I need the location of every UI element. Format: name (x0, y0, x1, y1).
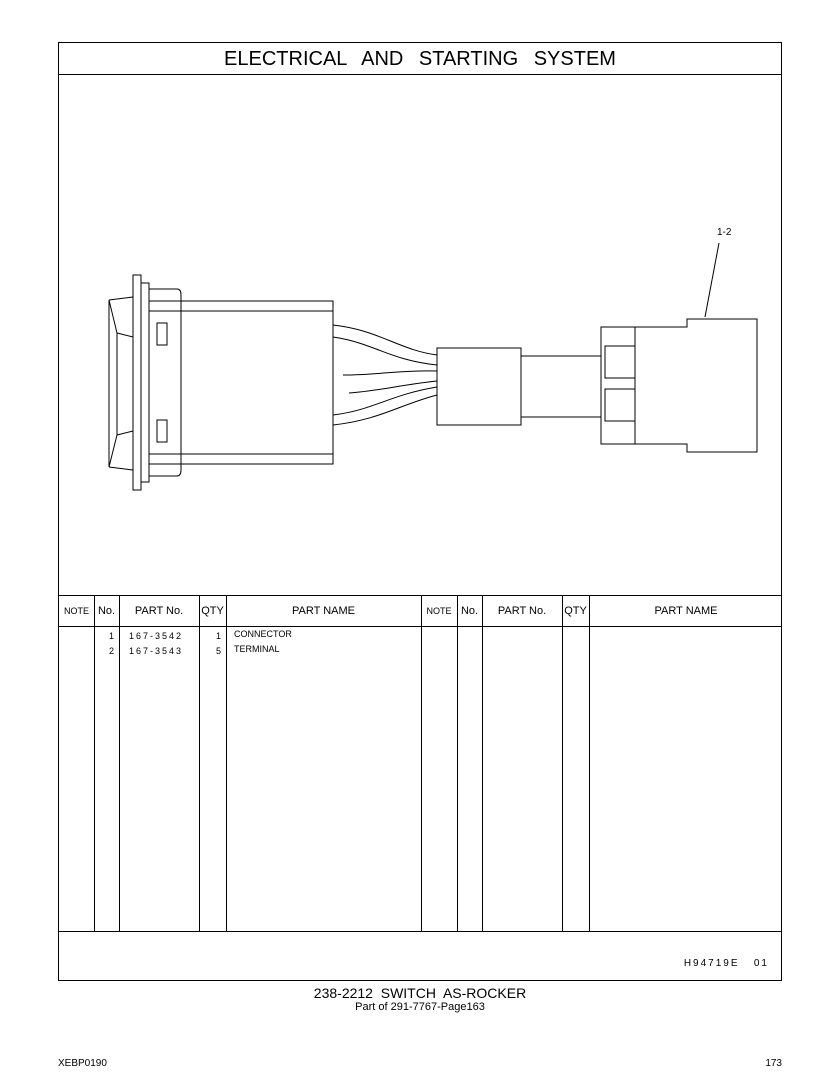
col-header-note-right: NOTE (426, 606, 452, 616)
callout-label: 1-2 (717, 227, 732, 238)
row-2-part-no: 167-3543 (129, 646, 184, 656)
assembly-subtitle: Part of 291-7767-Page163 (355, 1001, 485, 1013)
col-header-part-name: PART NAME (292, 605, 355, 617)
row-1-part-name: CONNECTOR (234, 629, 292, 639)
parts-illustration (59, 75, 781, 595)
row-1-qty: 1 (215, 631, 221, 641)
illustration-id: H94719E 01 (683, 958, 769, 969)
col-header-note: NOTE (63, 606, 89, 616)
row-2-part-name: TERMINAL (234, 644, 280, 654)
wire-sleeve (437, 348, 521, 425)
row-1-no: 1 (108, 631, 114, 641)
row-1-part-no: 167-3542 (129, 631, 184, 641)
row-2-qty: 5 (215, 646, 221, 656)
col-header-no: No. (97, 605, 116, 617)
callout-leader (705, 243, 719, 317)
bezel-flange (133, 275, 141, 490)
col-header-part-name-right: PART NAME (654, 605, 718, 617)
col-header-qty: QTY (201, 605, 224, 617)
connector (601, 327, 635, 444)
page-frame (58, 42, 782, 981)
col-header-qty-right: QTY (564, 605, 587, 617)
document-id: XEBP0190 (58, 1058, 107, 1069)
row-2-no: 2 (108, 646, 114, 656)
page-number: 173 (765, 1058, 782, 1069)
rocker-face (109, 300, 117, 467)
switch-body (181, 301, 333, 464)
parts-table (59, 595, 781, 931)
switch-drawing (59, 75, 783, 595)
page-title: ELECTRICAL AND STARTING SYSTEM (59, 43, 781, 75)
col-header-part-no: PART No. (134, 605, 184, 617)
col-header-no-right: No. (460, 605, 479, 617)
assembly-title: 238-2212 SWITCH AS-ROCKER (313, 985, 527, 1001)
col-header-part-no-right: PART No. (497, 605, 547, 617)
illustration-id-row (59, 931, 781, 980)
